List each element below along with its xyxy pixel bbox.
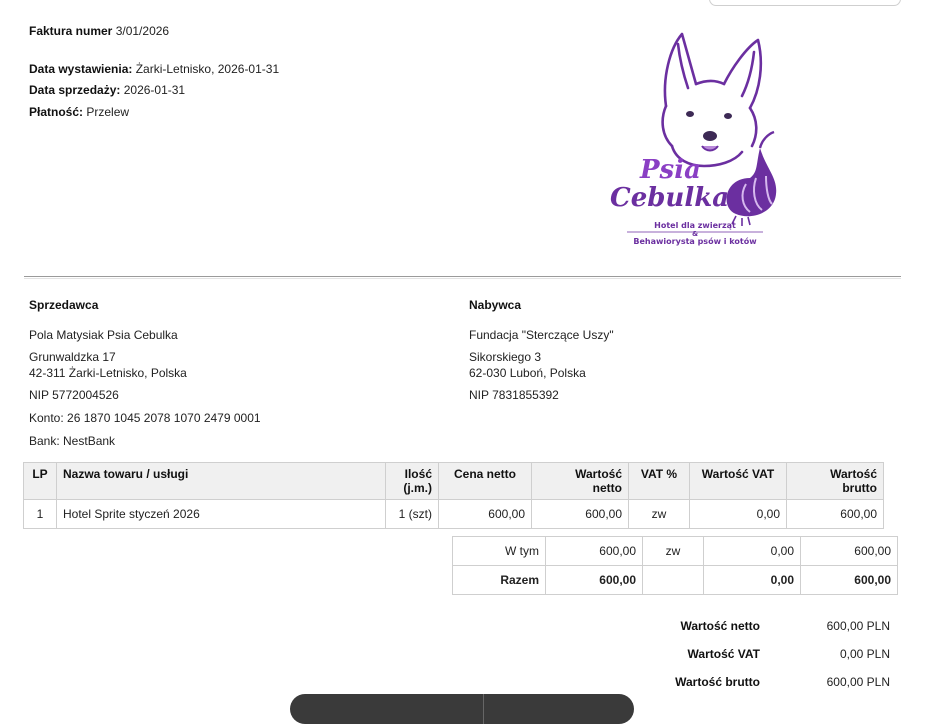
logo-tagline-amp: & [691,230,699,238]
totals-gross-label: Wartość brutto [675,675,760,689]
in-that-net: 600,00 [546,537,643,566]
totals-gross-row [640,668,890,696]
totals-vat-row [640,640,890,668]
in-that-vat-rate: zw [643,537,704,566]
col-lp: LP [24,463,57,500]
row-lp: 1 [24,500,57,529]
totals-block [640,612,890,696]
row-vat-value: 0,00 [690,500,787,529]
seller-block [29,298,261,456]
in-that-vat: 0,00 [704,537,801,566]
payment-value: Przelew [86,104,130,119]
seller-title: Sprzedawca [29,298,99,312]
col-gross: Wartość brutto [787,463,884,500]
buyer-title: Nabywca [469,298,522,312]
in-that-gross: 600,00 [801,537,898,566]
toolbar-separator [483,694,484,724]
col-net-price: Cena netto [439,463,532,500]
company-logo [600,28,790,248]
logo-name-line2: Cebulka [610,183,730,213]
header-divider-shadow [24,278,901,279]
table-row [24,500,884,529]
row-qty: 1 (szt) [386,500,439,529]
summary-table [452,536,898,595]
totals-net-row [640,612,890,640]
totals-net-value: 600,00 PLN [826,619,890,633]
seller-bank: Bank: NestBank [29,433,116,448]
payment-line [29,105,279,121]
invoice-number-line [29,24,279,40]
col-vat-rate: VAT % [629,463,690,500]
items-table [23,462,884,529]
seller-nip: NIP 5772004526 [29,388,119,403]
row-gross: 600,00 [787,500,884,529]
issue-date-line [29,62,279,78]
totals-gross-value: 600,00 PLN [826,675,890,689]
issue-date-label: Data wystawienia: [29,61,133,76]
logo-tagline2: Behawiorysta psów i kotów [633,237,757,246]
totals-net-label: Wartość netto [680,619,760,633]
issue-date-value: Żarki-Letnisko, 2026-01-31 [135,61,280,76]
col-name: Nazwa towaru / usługi [57,463,386,500]
row-vat-rate: zw [629,500,690,529]
header-divider [24,276,901,277]
totals-vat-label: Wartość VAT [687,647,760,661]
invoice-number-label: Faktura numer [29,24,113,38]
row-name: Hotel Sprite styczeń 2026 [57,500,386,529]
totals-vat-value: 0,00 PLN [839,647,890,661]
buyer-street: Sikorskiego 3 [469,350,542,365]
logo-tagline1: Hotel dla zwierząt [654,221,736,230]
col-qty: Ilość (j.m.) [386,463,439,500]
top-right-button[interactable] [709,0,901,6]
buyer-name: Fundacja "Sterczące Uszy" [469,327,614,342]
col-vat-value: Wartość VAT [690,463,787,500]
seller-street: Grunwaldzka 17 [29,350,116,365]
sale-date-line [29,83,279,99]
seller-name: Pola Matysiak Psia Cebulka [29,327,178,342]
total-label: Razem [453,566,546,595]
in-that-label: W tym [453,537,546,566]
in-that-row [453,537,898,566]
invoice-number-value: 3/01/2026 [115,24,170,38]
row-net-value: 600,00 [532,500,629,529]
total-row [453,566,898,595]
payment-label: Płatność: [29,104,84,119]
items-header-row [24,463,884,500]
total-net: 600,00 [546,566,643,595]
row-net-price: 600,00 [439,500,532,529]
total-vat: 0,00 [704,566,801,595]
seller-account: Konto: 26 1870 1045 2078 1070 2479 0001 [29,410,261,425]
sale-date-value: 2026-01-31 [123,83,186,98]
seller-city: 42-311 Żarki-Letnisko, Polska [29,365,187,380]
bottom-toolbar[interactable] [290,694,634,724]
buyer-nip: NIP 7831855392 [469,388,559,403]
col-net-value: Wartość netto [532,463,629,500]
buyer-city: 62-030 Luboń, Polska [469,365,586,380]
sale-date-label: Data sprzedaży: [29,83,121,98]
invoice-header [29,24,279,126]
total-vat-rate [643,566,704,595]
logo-name-line1: Psia [640,155,701,185]
total-gross: 600,00 [801,566,898,595]
buyer-block [469,298,614,411]
